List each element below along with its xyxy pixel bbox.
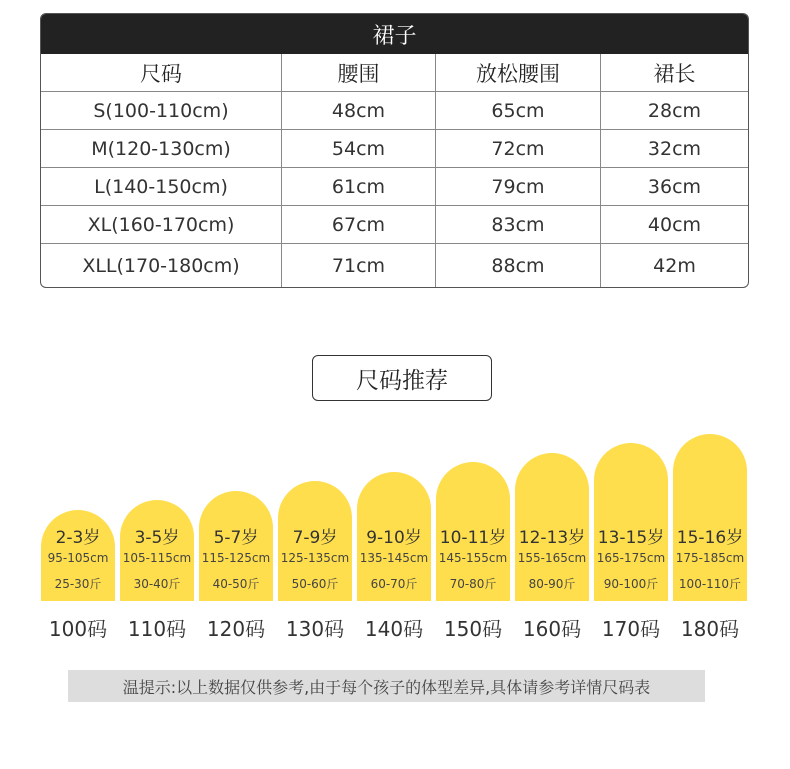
size-recommend-title: 尺码推荐	[312, 355, 492, 401]
size-code-label: 110码	[127, 617, 187, 641]
note-banner: 温提示:以上数据仅供参考,由于每个孩子的体型差异,具体请参考详情尺码表	[68, 670, 705, 702]
arch-age-label: 15-16岁	[676, 528, 744, 548]
arch-age-label: 7-9岁	[292, 528, 338, 548]
cell-size: M(120-130cm)	[91, 137, 231, 160]
cell-waist: 48cm	[281, 92, 435, 129]
size-arch	[515, 453, 589, 601]
size-table	[40, 13, 749, 288]
cell-waist: 71cm	[281, 244, 435, 287]
size-arch	[436, 462, 510, 601]
table-header-row	[41, 54, 748, 91]
arch-height-label: 135-145cm	[359, 551, 429, 565]
cell-waist: 67cm	[281, 206, 435, 243]
size-code-label: 150码	[443, 617, 503, 641]
size-arch	[41, 510, 115, 601]
cell-relaxed-waist: 83cm	[435, 206, 600, 243]
arch-weight-label: 100-110斤	[678, 577, 742, 591]
arch-weight-label: 25-30斤	[54, 577, 102, 591]
arch-weight-label: 70-80斤	[449, 577, 497, 591]
arch-height-label: 175-185cm	[675, 551, 745, 565]
arch-height-label: 165-175cm	[596, 551, 666, 565]
arch-weight-label: 40-50斤	[212, 577, 260, 591]
header-size: 尺码	[140, 61, 182, 86]
arch-height-label: 145-155cm	[438, 551, 508, 565]
arch-height-label: 95-105cm	[47, 551, 109, 565]
size-arch	[120, 500, 194, 601]
arch-weight-label: 50-60斤	[291, 577, 339, 591]
table-title: 裙子	[41, 14, 748, 54]
size-code-label: 120码	[206, 617, 266, 641]
header-skirt-length: 裙长	[600, 54, 748, 91]
size-code-label: 130码	[285, 617, 345, 641]
arch-age-label: 10-11岁	[439, 528, 507, 548]
cell-skirt-length: 42m	[600, 244, 748, 287]
cell-relaxed-waist: 79cm	[435, 168, 600, 205]
cell-skirt-length: 36cm	[600, 168, 748, 205]
size-arch	[673, 434, 747, 601]
header-relaxed-waist: 放松腰围	[435, 54, 600, 91]
cell-relaxed-waist: 72cm	[435, 130, 600, 167]
size-code-label: 160码	[522, 617, 582, 641]
cell-size: S(100-110cm)	[93, 99, 229, 122]
arch-weight-label: 90-100斤	[603, 577, 659, 591]
cell-waist: 61cm	[281, 168, 435, 205]
arch-age-label: 3-5岁	[134, 528, 180, 548]
cell-waist: 54cm	[281, 130, 435, 167]
table-row	[41, 243, 748, 287]
size-arch	[357, 472, 431, 601]
arch-height-label: 115-125cm	[201, 551, 271, 565]
arch-height-label: 155-165cm	[517, 551, 587, 565]
table-row	[41, 205, 748, 243]
size-arch	[278, 481, 352, 601]
arch-weight-label: 60-70斤	[370, 577, 418, 591]
cell-size: XLL(170-180cm)	[82, 254, 240, 277]
cell-skirt-length: 40cm	[600, 206, 748, 243]
arch-height-label: 125-135cm	[280, 551, 350, 565]
arch-weight-label: 80-90斤	[528, 577, 576, 591]
size-code-label: 100码	[48, 617, 108, 641]
cell-size: XL(160-170cm)	[87, 213, 235, 236]
size-arch	[594, 443, 668, 601]
table-row	[41, 91, 748, 129]
cell-relaxed-waist: 88cm	[435, 244, 600, 287]
size-arch	[199, 491, 273, 601]
table-row	[41, 129, 748, 167]
cell-size: L(140-150cm)	[94, 175, 228, 198]
arch-age-label: 5-7岁	[213, 528, 259, 548]
arch-age-label: 2-3岁	[55, 528, 101, 548]
arch-weight-label: 30-40斤	[133, 577, 181, 591]
cell-skirt-length: 32cm	[600, 130, 748, 167]
arch-age-label: 13-15岁	[597, 528, 665, 548]
table-row	[41, 167, 748, 205]
arch-age-label: 12-13岁	[518, 528, 586, 548]
size-code-label: 170码	[601, 617, 661, 641]
header-waist: 腰围	[281, 54, 435, 91]
size-code-label: 180码	[680, 617, 740, 641]
cell-relaxed-waist: 65cm	[435, 92, 600, 129]
size-code-label: 140码	[364, 617, 424, 641]
cell-skirt-length: 28cm	[600, 92, 748, 129]
arch-height-label: 105-115cm	[122, 551, 192, 565]
arch-age-label: 9-10岁	[366, 528, 422, 548]
